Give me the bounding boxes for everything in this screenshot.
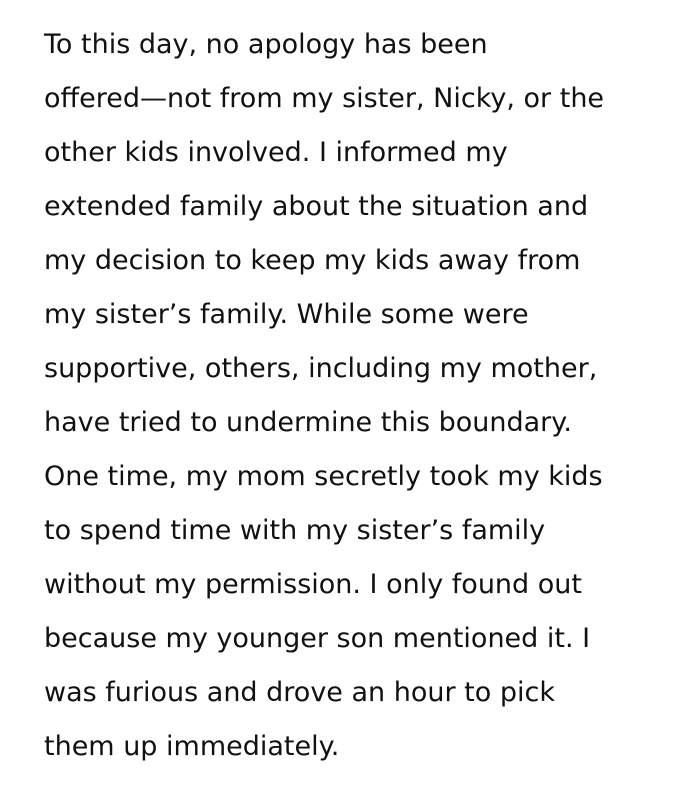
- story-line: them up immediately.: [44, 731, 340, 762]
- story-line: to spend time with my sister’s family: [44, 515, 546, 546]
- story-line: supportive, others, including my mother,: [44, 353, 598, 384]
- story-line: offered—not from my sister, Nicky, or the: [44, 83, 605, 114]
- story-line: was furious and drove an hour to pick: [44, 677, 555, 708]
- story-line: extended family about the situation and: [44, 191, 589, 222]
- story-line: my sister’s family. While some were: [44, 299, 529, 330]
- story-line: have tried to undermine this boundary.: [44, 407, 572, 438]
- story-line: because my younger son mentioned it. I: [44, 623, 591, 654]
- story-line: other kids involved. I informed my: [44, 137, 508, 168]
- story-line: without my permission. I only found out: [44, 569, 582, 600]
- story-line: my decision to keep my kids away from: [44, 245, 581, 276]
- story-line: To this day, no apology has been: [44, 29, 488, 60]
- story-line: One time, my mom secretly took my kids: [44, 461, 603, 492]
